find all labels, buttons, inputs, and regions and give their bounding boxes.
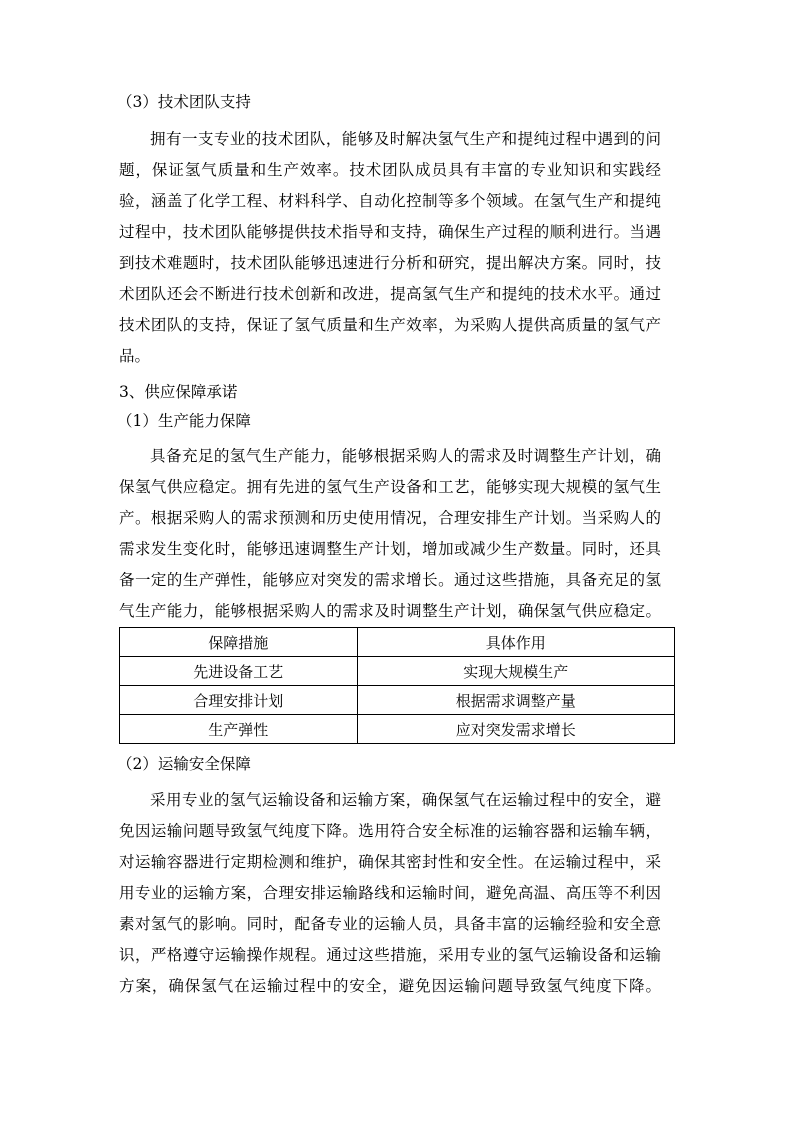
paragraph-line: 方案，确保氢气在运输过程中的安全，避免因运输问题导致氢气纯度下降。 [119, 977, 661, 995]
paragraph-line: 用专业的运输方案，合理安排运输路线和运输时间，避免高温、高压等不利因 [119, 884, 661, 902]
table-header-cell: 保障措施 [120, 628, 358, 657]
table-cell: 实现大规模生产 [357, 657, 674, 686]
table-cell: 根据需求调整产量 [357, 686, 674, 715]
paragraph-line: 品。 [119, 347, 151, 365]
paragraph-line: 对运输容器进行定期检测和维护，确保其密封性和安全性。在运输过程中，采 [119, 853, 661, 871]
paragraph-line: 术团队还会不断进行技术创新和改进，提高氢气生产和提纯的技术水平。通过 [119, 285, 661, 303]
table-header-row [120, 628, 675, 657]
chapter-heading-supply-guarantee: 3、供应保障承诺 [119, 383, 238, 401]
table-header-cell: 具体作用 [357, 628, 674, 657]
table-row [120, 715, 675, 744]
paragraph-line: 产。根据采购人的需求预测和历史使用情况，合理安排生产计划。当采购人的 [119, 509, 661, 527]
paragraph-line: 保氢气供应稳定。拥有先进的氢气生产设备和工艺，能够实现大规模的氢气生 [119, 478, 661, 496]
paragraph-line: 题，保证氢气质量和生产效率。技术团队成员具有丰富的专业知识和实践经 [119, 161, 661, 179]
paragraph-line: 气生产能力，能够根据采购人的需求及时调整生产计划，确保氢气供应稳定。 [119, 602, 661, 620]
table-row [120, 657, 675, 686]
table-cell: 应对突发需求增长 [357, 715, 674, 744]
table-cell: 合理安排计划 [120, 686, 358, 715]
paragraph-line: 过程中，技术团队能够提供技术指导和支持，确保生产过程的顺利进行。当遇 [119, 223, 661, 241]
paragraph-line: 技术团队的支持，保证了氢气质量和生产效率，为采购人提供高质量的氢气产 [119, 316, 661, 334]
section-heading-capacity: （1）生产能力保障 [117, 412, 251, 430]
paragraph-line: 具备充足的氢气生产能力，能够根据采购人的需求及时调整生产计划，确 [150, 447, 661, 465]
section-heading-tech-team: （3）技术团队支持 [117, 93, 251, 111]
table-cell: 生产弹性 [120, 715, 358, 744]
table-row [120, 686, 675, 715]
section-heading-transport: （2）运输安全保障 [117, 755, 251, 773]
paragraph-line: 到技术难题时，技术团队能够迅速进行分析和研究，提出解决方案。同时，技 [119, 254, 661, 272]
guarantee-measures-table [119, 627, 675, 744]
paragraph-line: 采用专业的氢气运输设备和运输方案，确保氢气在运输过程中的安全，避 [150, 791, 661, 809]
paragraph-line: 素对氢气的影响。同时，配备专业的运输人员，具备丰富的运输经验和安全意 [119, 915, 661, 933]
paragraph-line: 需求发生变化时，能够迅速调整生产计划，增加或减少生产数量。同时，还具 [119, 540, 661, 558]
table-cell: 先进设备工艺 [120, 657, 358, 686]
paragraph-line: 备一定的生产弹性，能够应对突发的需求增长。通过这些措施，具备充足的氢 [119, 571, 661, 589]
paragraph-line: 验，涵盖了化学工程、材料科学、自动化控制等多个领域。在氢气生产和提纯 [119, 192, 661, 210]
paragraph-line: 免因运输问题导致氢气纯度下降。选用符合安全标准的运输容器和运输车辆， [119, 822, 661, 840]
paragraph-line: 拥有一支专业的技术团队，能够及时解决氢气生产和提纯过程中遇到的问 [150, 130, 661, 148]
paragraph-line: 识，严格遵守运输操作规程。通过这些措施，采用专业的氢气运输设备和运输 [119, 946, 661, 964]
